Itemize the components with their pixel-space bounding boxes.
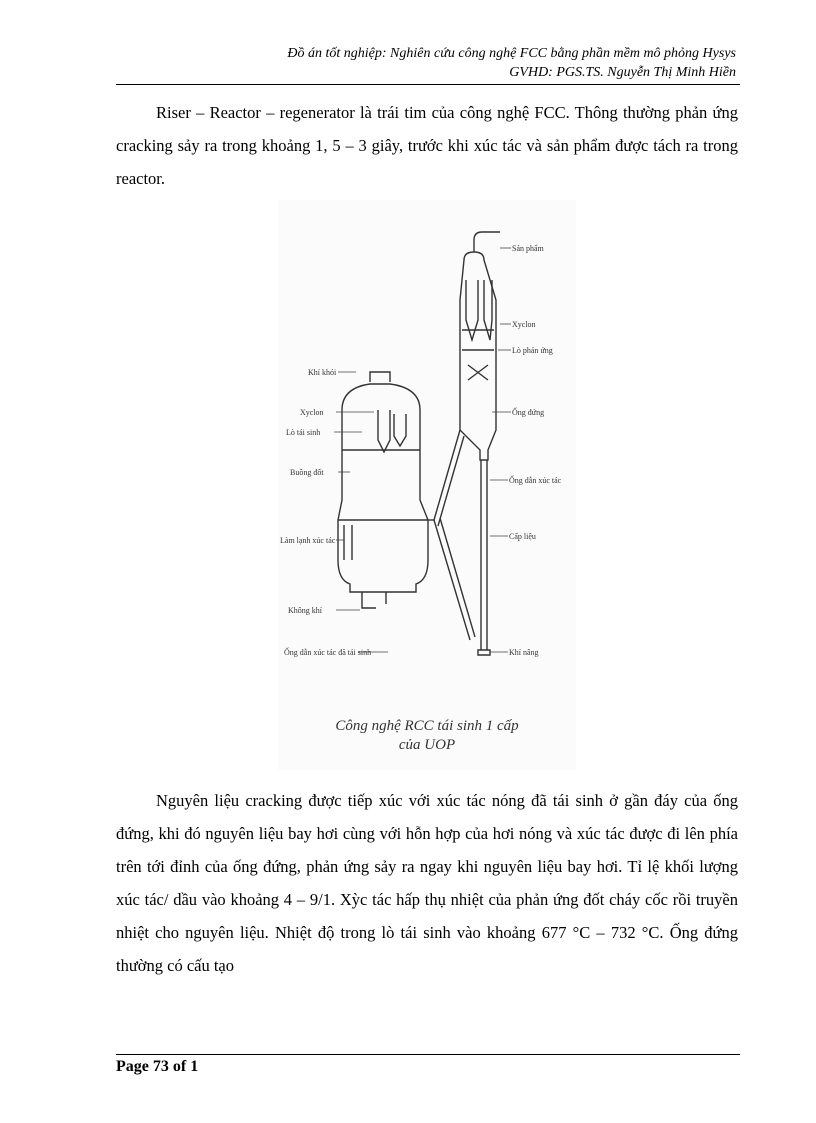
- figure-caption-line2: của UOP: [398, 737, 456, 753]
- page-header: [116, 44, 736, 82]
- label-khong-khi: Không khí: [288, 606, 322, 615]
- label-buong-dot: Buồng đốt: [290, 468, 324, 477]
- label-ong-dung: Ống đứng: [512, 408, 545, 417]
- label-ong-dan-xuc-tac: Ống dẫn xúc tác: [509, 476, 562, 485]
- reactor-top-outlet: [474, 232, 500, 252]
- reactor-cyclone: [466, 280, 492, 340]
- riser-base: [478, 650, 490, 655]
- label-ong-dan-tai-sinh: Ống dẫn xúc tác đã tái sinh: [284, 648, 372, 657]
- label-cap-lieu: Cấp liệu: [509, 532, 536, 541]
- footer-rule: [116, 1054, 740, 1055]
- label-khi-khoi: Khí khói: [308, 368, 337, 377]
- figure-caption-line1: Công nghệ RCC tái sinh 1 cấp: [335, 718, 519, 734]
- process-diagram-figure: [278, 200, 576, 770]
- regenerator-stack: [370, 372, 390, 382]
- regenerator-grid: [338, 450, 428, 520]
- label-xyclon-reactor: Xyclon: [512, 320, 536, 329]
- label-lam-lanh-xuc-tac: Làm lạnh xúc tác: [280, 536, 336, 545]
- header-title: Đồ án tốt nghiệp: Nghiên cứu công nghệ FCC bằng phần mềm mô phỏng Hysys: [287, 46, 736, 61]
- catalyst-cooler: [344, 525, 352, 560]
- label-xyclon-regenerator: Xyclon: [300, 408, 324, 417]
- paragraph-intro: Riser – Reactor – regenerator là trái tim của công nghệ FCC. Thông thường phản ứng cracking sảy ra trong khoảng 1, 5 – 3 giây, trước khi xúc tác và sản phẩm được tách ra trong reactor.: [116, 103, 738, 188]
- label-lo-phan-ung: Lò phản ứng: [512, 346, 553, 355]
- catalyst-transfer-line: [434, 430, 464, 526]
- regenerator-cyclone: [378, 410, 406, 452]
- riser-pipe: [481, 460, 487, 650]
- label-lo-tai-sinh: Lò tái sinh: [286, 428, 321, 437]
- paragraph-process: Nguyên liệu cracking được tiếp xúc với xúc tác nóng đã tái sinh ở gần đáy của ống đứng, khi đó nguyên liệu bay hơi cùng với hỗn hợp của hơi nóng và xúc tác được đi lên phía trên tới đỉnh của ống đứng, phản ứng sảy ra ngay khi nguyên liệu bay hơi. Tỉ lệ khối lượng xúc tác/ dầu vào khoảng 4 – 9/1. Xỳc tác hấp thụ nhiệt của phản ứng đốt cháy cốc rồi truyền nhiệt cho nguyên liệu. Nhiệt độ trong lò tái sinh vào khoảng 677 °C – 732 °C. Ống đứng thường có cấu tạo: [116, 791, 738, 975]
- header-supervisor: GVHD: PGS.TS. Nguyễn Thị Minh Hiền: [509, 65, 736, 80]
- rcc-process-diagram: [278, 200, 576, 770]
- label-san-pham: Sản phẩm: [512, 244, 544, 253]
- regenerator-vessel: [338, 384, 428, 592]
- regenerated-catalyst-line: [434, 518, 475, 640]
- page-number: Page 73 of 1: [116, 1058, 199, 1075]
- header-rule: [116, 84, 740, 85]
- air-inlet: [362, 592, 386, 608]
- label-khi-nang: Khí nâng: [509, 648, 539, 657]
